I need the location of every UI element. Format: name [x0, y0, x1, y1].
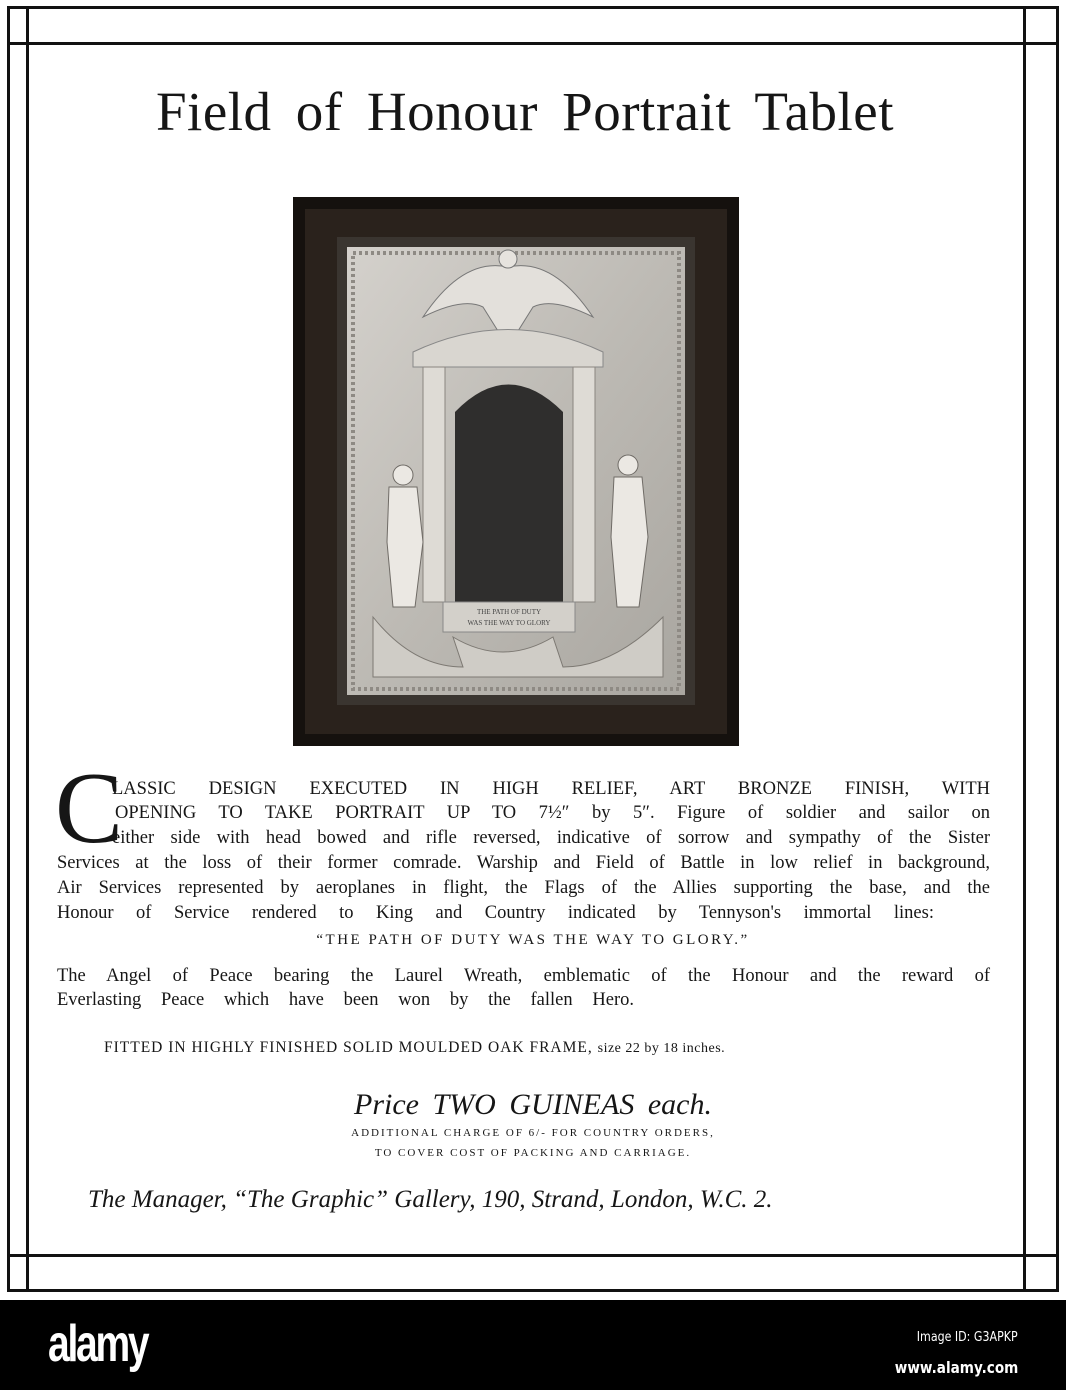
border-top-inner	[8, 42, 1059, 45]
image-id: Image ID: G3APKP	[917, 1330, 1018, 1345]
portrait-opening	[455, 385, 563, 603]
price-note-1: ADDITIONAL CHARGE OF 6/- FOR COUNTRY ORDERS,	[351, 1127, 715, 1139]
tennyson-quote: “THE PATH OF DUTY WAS THE WAY TO GLORY.”	[316, 932, 750, 948]
inscription-line-1: THE PATH OF DUTY	[476, 608, 542, 616]
border-bottom-inner	[8, 1254, 1059, 1257]
border-bottom-outer	[8, 1289, 1059, 1292]
column-right	[573, 367, 595, 602]
description-line: LASSIC DESIGN EXECUTED IN HIGH RELIEF, ART BRONZE FINISH, WITH	[112, 779, 990, 799]
description-line: Air Services represented by aeroplanes in flight, the Flags of the Allies supporting the base, and the	[57, 878, 990, 898]
price-note-2: TO COVER COST OF PACKING AND CARRIAGE.	[374, 1147, 692, 1159]
watermark-url[interactable]: www.alamy.com	[894, 1358, 1018, 1377]
inscription-line-2: WAS THE WAY TO GLORY	[467, 619, 551, 627]
portrait-tablet-illustration	[293, 197, 739, 746]
closing-line: Everlasting Peace which have been won by the fallen Hero.	[57, 990, 634, 1010]
frame-text: FITTED IN HIGHLY FINISHED SOLID MOULDED OAK FRAME,	[104, 1039, 593, 1056]
drop-cap: C	[55, 752, 124, 865]
closing-line: The Angel of Peace bearing the Laurel Wreath, emblematic of the Honour and the reward of	[57, 966, 990, 986]
alamy-logo: alamy	[48, 1315, 148, 1373]
description-line: OPENING TO TAKE PORTRAIT UP TO 7½″ by 5″. Figure of soldier and sailor on	[115, 803, 990, 823]
description-line: Services at the loss of their former comrade. Warship and Field of Battle in low relief in background,	[57, 853, 990, 873]
address: The Manager, “The Graphic” Gallery, 190, Strand, London, W.C. 2.	[88, 1186, 773, 1213]
description-line: Honour of Service rendered to King and Country indicated by Tennyson's immortal lines:	[57, 903, 934, 923]
page-title: Field of Honour Portrait Tablet	[155, 81, 895, 142]
column-left	[423, 367, 445, 602]
watermark-footer	[0, 1300, 1066, 1390]
frame-details	[104, 1039, 942, 1057]
price-headline: Price TWO GUINEAS each.	[354, 1088, 712, 1121]
border-top-outer	[8, 6, 1059, 9]
description-line: either side with head bowed and rifle reversed, indicative of sorrow and sympathy of the Sister	[112, 828, 990, 848]
frame-size: size 22 by 18 inches.	[597, 1041, 726, 1056]
